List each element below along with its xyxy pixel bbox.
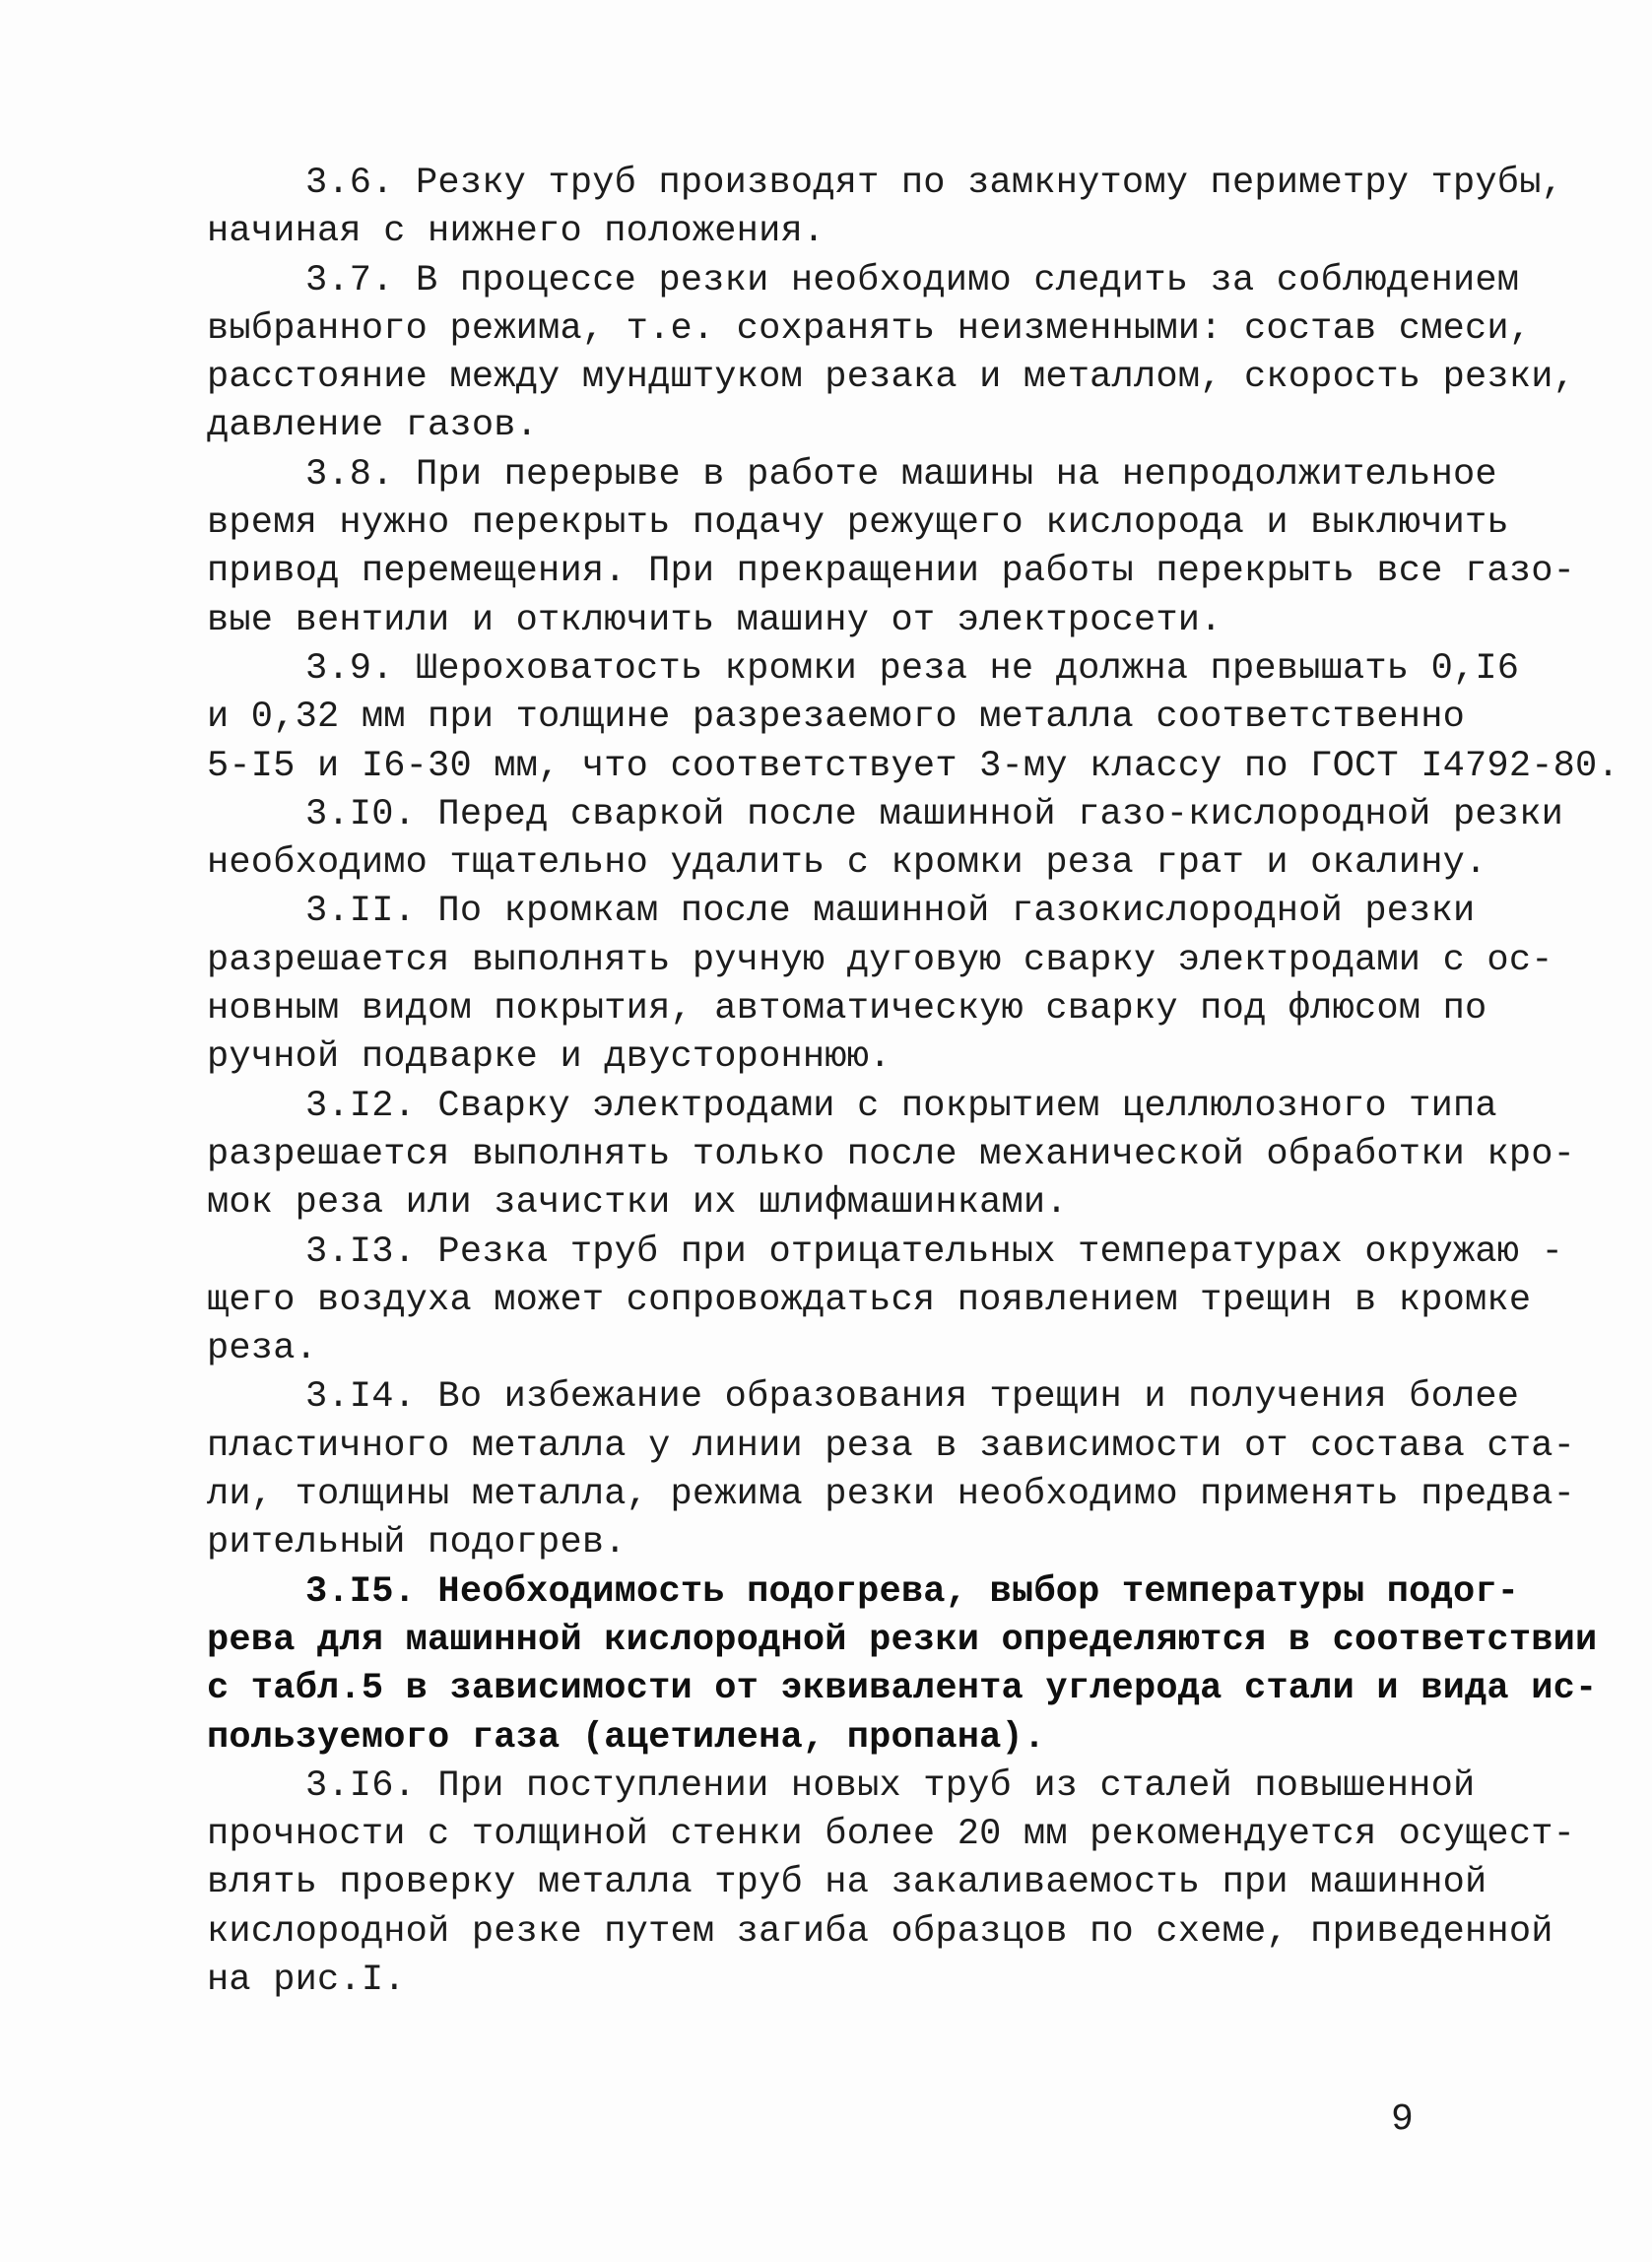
text-line: влять проверку металла труб на закаливаемость при машинной <box>207 1862 1487 1904</box>
text-line: 3.I4. Во избежание образования трещин и получения более <box>305 1376 1520 1419</box>
text-line: выбранного режима, т.е. сохранять неизменными: состав смеси, <box>207 307 1532 350</box>
text-line: на рис.I. <box>207 1959 406 2001</box>
text-line: разрешается выполнять ручную дуговую сварку электродами с ос- <box>207 939 1553 981</box>
text-line: 3.I2. Сварку электродами с покрытием целлюлозного типа <box>305 1085 1497 1127</box>
text-line: 3.7. В процессе резки необходимо следить за соблюдением <box>305 259 1520 301</box>
text-line: пользуемого газа (ацетилена, пропана). <box>207 1716 1046 1759</box>
text-line: ли, толщины металла, режима резки необходимо применять предва- <box>207 1474 1576 1516</box>
text-line: давление газов. <box>207 405 539 447</box>
text-line: 3.I3. Резка труб при отрицательных температурах окружаю - <box>305 1231 1564 1273</box>
text-line: вые вентили и отключить машину от электросети. <box>207 599 1222 641</box>
text-line: начиная с нижнего положения. <box>207 211 826 253</box>
paragraph-3-14 <box>207 1373 1576 1567</box>
paragraph-3-8 <box>207 451 1576 645</box>
text-line: с табл.5 в зависимости от эквивалента углерода стали и вида ис- <box>207 1668 1598 1710</box>
paragraph-3-13 <box>207 1229 1564 1374</box>
text-line: разрешается выполнять только после механической обработки кро- <box>207 1133 1576 1175</box>
text-line: рительный подогрев. <box>207 1522 627 1564</box>
text-line: пластичного металла у линии реза в зависимости от состава ста- <box>207 1425 1576 1467</box>
text-line: время нужно перекрыть подачу режущего кислорода и выключить <box>207 502 1509 545</box>
text-line: кислородной резке путем загиба образцов по схеме, приведенной <box>207 1910 1553 1953</box>
text-line: реза. <box>207 1328 318 1370</box>
text-line: 3.I5. Необходимость подогрева, выбор температуры подог- <box>305 1570 1520 1613</box>
text-line: новным видом покрытия, автоматическую сварку под флюсом по <box>207 988 1487 1031</box>
paragraph-3-12 <box>207 1083 1576 1229</box>
paragraph-3-10 <box>207 791 1564 889</box>
paragraph-3-9 <box>207 645 1619 791</box>
text-line: прочности с толщиной стенки более 20 мм рекомендуется осущест- <box>207 1814 1576 1856</box>
paragraph-3-16 <box>207 1763 1576 2005</box>
page-number: 9 <box>1391 2098 1414 2141</box>
text-line: расстояние между мундштуком резака и металлом, скорость резки, <box>207 357 1576 399</box>
text-line: 3.6. Резку труб производят по замкнутому периметру трубы, <box>305 163 1564 204</box>
paragraph-3-6 <box>207 160 1564 257</box>
paragraph-3-7 <box>207 257 1576 451</box>
text-line: привод перемещения. При прекращении работы перекрыть все газо- <box>207 551 1576 593</box>
text-line: 3.8. При перерыве в работе машины на непродолжительное <box>305 453 1497 496</box>
text-line: необходимо тщательно удалить с кромки реза грат и окалину. <box>207 842 1487 885</box>
text-line: и 0,32 мм при толщине разрезаемого металла соответственно <box>207 697 1466 739</box>
text-line: 3.9. Шероховатость кромки реза не должна превышать 0,I6 <box>305 647 1520 690</box>
text-line: ручной подварке и двустороннюю. <box>207 1036 892 1079</box>
text-line: 3.I6. При поступлении новых труб из сталей повышенной <box>305 1764 1476 1807</box>
text-line: 3.I0. Перед сваркой после машинной газо-кислородной резки <box>305 793 1564 835</box>
paragraph-3-15 <box>207 1568 1598 1763</box>
text-line: щего воздуха может сопровождаться появлением трещин в кромке <box>207 1279 1532 1321</box>
text-line: 5-I5 и I6-30 мм, что соответствует 3-му классу по ГОСТ I4792-80. <box>207 745 1619 787</box>
document-body <box>207 160 1619 2005</box>
text-line: мок реза или зачистки их шлифмашинками. <box>207 1182 1068 1225</box>
text-line: рева для машинной кислородной резки определяются в соответствии <box>207 1619 1598 1661</box>
text-line: 3.II. По кромкам после машинной газокислородной резки <box>305 891 1476 933</box>
paragraph-3-11 <box>207 888 1553 1082</box>
